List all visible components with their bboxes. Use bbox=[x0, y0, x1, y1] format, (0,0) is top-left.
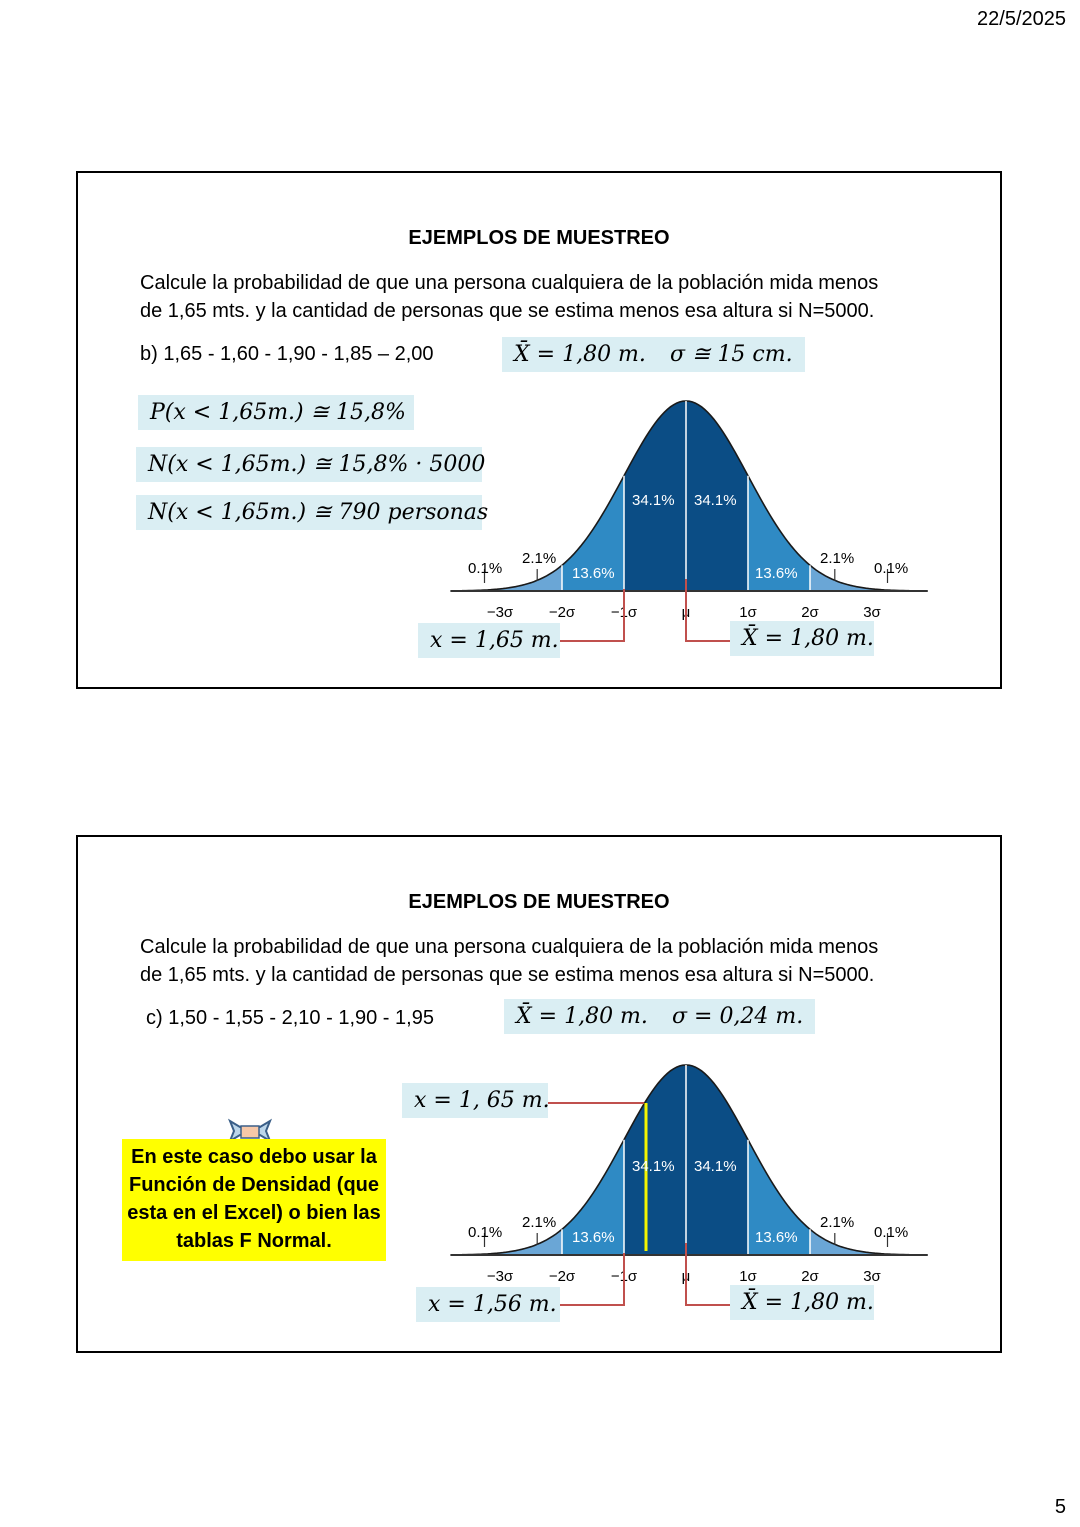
sigma-box: σ = 0,24 m. bbox=[660, 999, 815, 1034]
normal-curve-chart bbox=[78, 837, 1004, 1355]
sample-values: c) 1,50 - 1,55 - 2,10 - 1,90 - 1,95 bbox=[146, 1007, 434, 1029]
axis-tick-label: −1σ bbox=[610, 604, 638, 621]
x-top-label: x = 1, 65 m. bbox=[402, 1083, 548, 1118]
axis-ticks bbox=[487, 604, 882, 621]
page-date: 22/5/2025 bbox=[977, 8, 1066, 30]
x-value-label: x = 1,65 m. bbox=[418, 623, 560, 658]
question-line-2: de 1,65 mts. y la cantidad de personas que se estima menos esa altura si N=5000. bbox=[140, 964, 875, 986]
pct-tail-right: 2.1% bbox=[820, 550, 855, 567]
slide-title: EJEMPLOS DE MUESTREO bbox=[408, 227, 670, 249]
axis-tick-label: 1σ bbox=[739, 604, 757, 621]
probability-result: P(x < 1,65m.) ≅ 15,8% bbox=[138, 395, 414, 430]
pct-outer-left: 0.1% bbox=[468, 1224, 503, 1241]
normal-curve-chart bbox=[78, 173, 1004, 691]
pct-band-left: 13.6% bbox=[572, 1229, 615, 1246]
axis-tick-label: μ bbox=[681, 1268, 691, 1285]
mean-box: X̄ = 1,80 m. bbox=[504, 999, 660, 1034]
axis-tick-label: −2σ bbox=[548, 1268, 576, 1285]
pct-outer-left: 0.1% bbox=[468, 560, 503, 577]
axis-tick-label: −1σ bbox=[610, 1268, 638, 1285]
axis-tick-label: 3σ bbox=[863, 1268, 881, 1285]
pct-center-left: 34.1% bbox=[632, 1158, 675, 1175]
axis-tick-label: 1σ bbox=[739, 1268, 757, 1285]
axis-tick-label: μ bbox=[681, 604, 691, 621]
question-line-2: de 1,65 mts. y la cantidad de personas que se estima menos esa altura si N=5000. bbox=[140, 300, 875, 322]
pct-outer-right: 0.1% bbox=[874, 1224, 909, 1241]
pct-tail-left: 2.1% bbox=[522, 1214, 557, 1231]
axis-tick-label: 2σ bbox=[801, 604, 819, 621]
pct-center-right: 34.1% bbox=[694, 1158, 737, 1175]
slide-1 bbox=[76, 171, 1002, 689]
mean-value-label: X̄ = 1,80 m. bbox=[730, 1285, 874, 1320]
mean-box: X̄ = 1,80 m. bbox=[502, 337, 658, 372]
sample-values: b) 1,65 - 1,60 - 1,90 - 1,85 – 2,00 bbox=[140, 343, 434, 365]
page-number: 5 bbox=[1054, 1496, 1066, 1518]
pct-center-right: 34.1% bbox=[694, 492, 737, 509]
pct-band-right: 13.6% bbox=[755, 1229, 798, 1246]
axis-tick-label: 2σ bbox=[801, 1268, 819, 1285]
pct-center-left: 34.1% bbox=[632, 492, 675, 509]
slide-title: EJEMPLOS DE MUESTREO bbox=[408, 891, 670, 913]
pct-band-right: 13.6% bbox=[755, 565, 798, 582]
axis-tick-label: −3σ bbox=[486, 604, 514, 621]
slide-2 bbox=[76, 835, 1002, 1353]
question-line-1: Calcule la probabilidad de que una persona cualquiera de la población mida menos bbox=[140, 936, 879, 958]
question-line-1: Calcule la probabilidad de que una persona cualquiera de la población mida menos bbox=[140, 272, 879, 294]
pct-band-left: 13.6% bbox=[572, 565, 615, 582]
pct-tail-left: 2.1% bbox=[522, 550, 557, 567]
mean-value-label: X̄ = 1,80 m. bbox=[730, 621, 874, 656]
sigma-box: σ ≅ 15 cm. bbox=[658, 337, 805, 372]
axis-tick-label: 3σ bbox=[863, 604, 881, 621]
pct-tail-right: 2.1% bbox=[820, 1214, 855, 1231]
axis-tick-label: −3σ bbox=[486, 1268, 514, 1285]
density-function-note: En este caso debo usar la Función de Densidad (que esta en el Excel) o bien las tablas F Normal. bbox=[122, 1139, 386, 1261]
count-result: N(x < 1,65m.) ≅ 790 personas bbox=[136, 495, 482, 530]
pct-outer-right: 0.1% bbox=[874, 560, 909, 577]
count-formula: N(x < 1,65m.) ≅ 15,8% · 5000 bbox=[136, 447, 482, 482]
axis-ticks bbox=[487, 1268, 882, 1285]
x-value-label: x = 1,56 m. bbox=[416, 1287, 560, 1322]
axis-tick-label: −2σ bbox=[548, 604, 576, 621]
